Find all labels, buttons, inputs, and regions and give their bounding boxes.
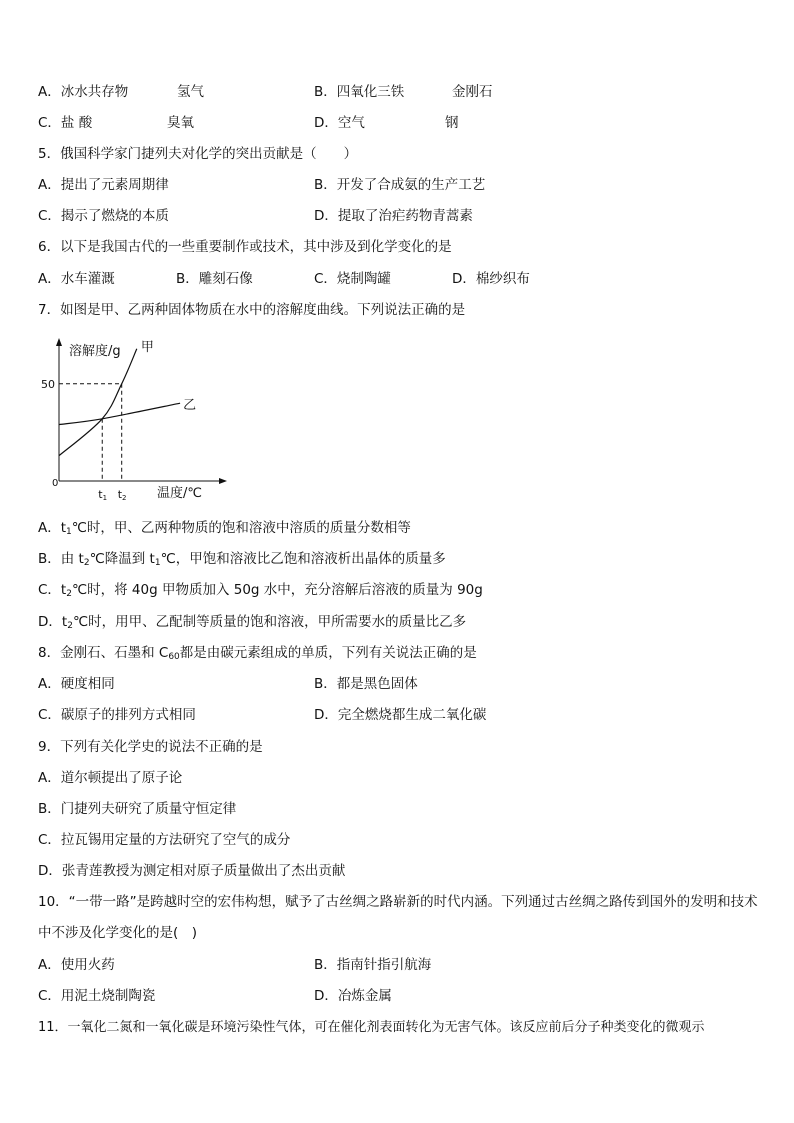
q4-option-b: B．四氧化三铁 xyxy=(314,84,405,100)
q11-stem: 11．一氧化二氮和一氧化碳是环境污染性气体，可在催化剂表面转化为无害气体。该反应前后分子种类变化的微观示 xyxy=(38,1020,705,1035)
q10-stem: 10．“一带一路”是跨越时空的宏伟构想，赋予了古丝绸之路崭新的时代内涵。下列通过古丝绸之路传到国外的发明和技术中不涉及化学变化的是( ) xyxy=(38,894,758,941)
q4-option-d: D．空气 xyxy=(314,115,365,131)
q4-option-b-extra: 金刚石 xyxy=(452,84,493,100)
q5-option-d: D．提取了治疟药物青蒿素 xyxy=(314,208,473,224)
origin-label: 0 xyxy=(52,478,59,489)
q8-option-a: A．硬度相同 xyxy=(38,676,115,692)
q6-option-a: A．水车灌溉 xyxy=(38,271,115,287)
q9-option-d: D．张青莲教授为测定相对原子质量做出了杰出贡献 xyxy=(38,863,346,879)
q4-option-c: C．盐 酸 xyxy=(38,115,93,131)
q10-option-b: B．指南针指引航海 xyxy=(314,957,432,973)
q7-option-c: C．$t_2℃$时，将 40g 甲物质加入 50g 水中，充分溶解后溶液的质量为 90g xyxy=(38,582,483,599)
q10-option-a: A．使用火药 xyxy=(38,957,115,973)
series-yi-curve xyxy=(59,403,180,424)
q9-option-a: A．道尔顿提出了原子论 xyxy=(38,770,183,786)
q9-option-c: C．拉瓦锡用定量的方法研究了空气的成分 xyxy=(38,832,291,848)
x-axis-arrow-icon xyxy=(219,478,227,484)
q7-option-b: B．由 $t_2℃$降温到 $t_1℃$，甲饱和溶液比乙饱和溶液析出晶体的质量多 xyxy=(38,551,446,568)
series-jia-curve xyxy=(59,349,137,456)
q9-option-b: B．门捷列夫研究了质量守恒定律 xyxy=(38,801,237,817)
x-axis-label: 温度/℃ xyxy=(157,486,202,501)
x-tick-t2-label: t2 xyxy=(117,488,127,502)
q9-stem: 9．下列有关化学史的说法不正确的是 xyxy=(38,739,263,755)
series-jia-label: 甲 xyxy=(140,339,154,355)
q8-option-c: C．碳原子的排列方式相同 xyxy=(38,707,196,723)
y-axis-label: 溶解度/g xyxy=(69,344,121,359)
q10-option-c: C．用泥土烧制陶瓷 xyxy=(38,988,156,1004)
q6-stem: 6．以下是我国古代的一些重要制作或技术，其中涉及到化学变化的是 xyxy=(38,239,452,255)
q4-option-a: A．冰水共存物 xyxy=(38,84,129,100)
q5-option-c: C．揭示了燃烧的本质 xyxy=(38,208,169,224)
q6-option-b: B．雕刻石像 xyxy=(176,271,253,287)
q4-option-c-extra: 臭氧 xyxy=(167,115,194,131)
q5-stem: 5．俄国科学家门捷列夫对化学的突出贡献是（ ） xyxy=(38,146,358,162)
q6-option-d: D．棉纱织布 xyxy=(452,271,530,287)
q7-stem: 7．如图是甲、乙两种固体物质在水中的溶解度曲线。下列说法正确的是 xyxy=(38,302,466,318)
q10-option-d: D．冶炼金属 xyxy=(314,988,392,1004)
q4-option-d-extra: 钢 xyxy=(445,115,459,131)
q7-option-d: D．$t_2℃$时，用甲、乙配制等质量的饱和溶液，甲所需要水的质量比乙多 xyxy=(38,614,467,631)
series-yi-label: 乙 xyxy=(183,398,197,414)
q6-option-c: C．烧制陶罐 xyxy=(314,271,391,287)
y-tick-50-label: 50 xyxy=(41,377,55,391)
q8-stem: 8．金刚石、石墨和 $C_{60}$都是由碳元素组成的单质，下列有关说法正确的是 xyxy=(38,645,477,662)
y-axis-arrow-icon xyxy=(56,338,62,346)
q8-option-d: D．完全燃烧都生成二氧化碳 xyxy=(314,707,487,723)
solubility-curve-chart xyxy=(40,338,230,508)
x-tick-t1-label: t1 xyxy=(98,488,108,502)
q5-option-a: A．提出了元素周期律 xyxy=(38,177,169,193)
q8-option-b: B．都是黑色固体 xyxy=(314,676,418,692)
q7-option-a: A．$t_1℃$时，甲、乙两种物质的饱和溶液中溶质的质量分数相等 xyxy=(38,520,411,537)
q4-option-a-extra: 氢气 xyxy=(177,84,204,100)
q5-option-b: B．开发了合成氨的生产工艺 xyxy=(314,177,486,193)
